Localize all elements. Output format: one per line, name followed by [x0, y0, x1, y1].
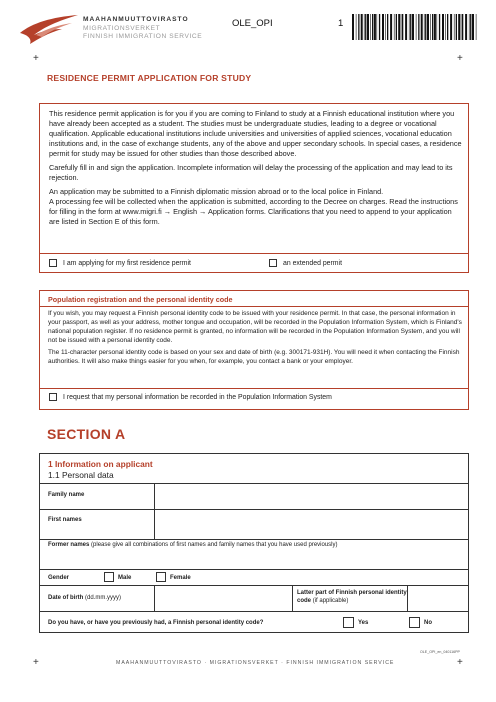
personal-data-heading: 1.1 Personal data: [48, 470, 114, 480]
divider: [40, 253, 468, 254]
intro-paragraph: A processing fee will be collected when the application is submitted, according to the Decree on charges. Read the instructions for filling in the form at www.migri.fi → English → Application forms. Clarifications that you need to append to your application are listed in Section E of this form.: [49, 197, 458, 226]
population-register-checkbox[interactable]: [49, 393, 57, 401]
page-title: RESIDENCE PERMIT APPLICATION FOR STUDY: [47, 73, 252, 83]
female-label: Female: [170, 575, 191, 581]
yes-checkbox[interactable]: [343, 617, 354, 628]
pic-label: [297, 589, 407, 605]
first-names-label: First names: [48, 517, 82, 523]
population-box: [39, 290, 469, 410]
former-names-label-text: Former names: [48, 542, 90, 548]
crop-mark-icon: +: [457, 53, 463, 64]
agency-name-fi: MAAHANMUUTTOVIRASTO: [83, 16, 189, 23]
extended-permit-label: an extended permit: [283, 260, 342, 267]
crop-mark-icon: +: [457, 657, 463, 668]
pic-label-text: Latter part of Finnish personal identity code: [297, 590, 407, 604]
female-checkbox[interactable]: [156, 572, 166, 582]
had-code-question: Do you have, or have you previously had, a Finnish personal identity code?: [48, 620, 264, 626]
dob-label-text: Date of birth: [48, 595, 84, 601]
form-code: OLE_OPI: [232, 18, 273, 29]
population-register-label: I request that my personal information be recorded in the Population Information System: [63, 394, 332, 401]
crop-mark-icon: +: [33, 53, 39, 64]
section-title: SECTION A: [47, 426, 126, 442]
first-names-field[interactable]: [155, 510, 468, 538]
no-checkbox[interactable]: [409, 617, 420, 628]
agency-name-sv: MIGRATIONSVERKET: [83, 24, 161, 32]
applicant-heading: 1 Information on applicant: [48, 459, 153, 469]
dob-note: (dd.mm.yyyy): [85, 595, 122, 601]
first-permit-checkbox[interactable]: [49, 259, 57, 267]
barcode-icon: [352, 14, 480, 40]
no-label: No: [424, 620, 432, 626]
family-name-field[interactable]: [155, 484, 468, 509]
crop-mark-icon: +: [33, 657, 39, 668]
intro-paragraph: An application may be submitted to a Finnish diplomatic mission abroad or to the local police in Finland.: [49, 187, 384, 196]
yes-label: Yes: [358, 620, 369, 626]
former-names-field[interactable]: [41, 550, 468, 568]
pic-field[interactable]: [408, 586, 468, 610]
divider: [40, 388, 468, 389]
intro-paragraph: This residence permit application is for you if you are coming to Finland to study at a Finnish educational institution where you have already been accepted as a student. The studies must be undergraduate studies, leading to a degree or vocational qualification. Applicable educational institutions include universities and universities of applied sciences, vocational education institutions and, in the case of exchange students, any of the above and upper secondary schools. In special cases, a residence permit for study may be issued for other studies than those described above.: [49, 109, 462, 158]
population-heading-bar: [40, 291, 468, 307]
dob-field[interactable]: [155, 586, 291, 610]
population-paragraph: If you wish, you may request a Finnish personal identity code to be issued with your residence permit. In that case, the personal information in your passport, as well as your address, mother tongue and occupation, will be recorded in the Population Information System, which is Finland's national population register. If no residence permit is granted, no information will be recorded in the Population Information System, and you will not be issued with a personal identity code.: [48, 310, 462, 344]
footer-form-code: OLE_OPI_en_040116PP: [420, 650, 460, 654]
footer-agency: MAAHANMUUTTOVIRASTO · MIGRATIONSVERKET · FINNISH IMMIGRATION SERVICE: [116, 660, 395, 666]
population-heading: Population registration and the personal identity code: [48, 295, 233, 304]
former-names-note: (please give all combinations of first names and family names that you have used previously): [91, 542, 338, 548]
male-checkbox[interactable]: [104, 572, 114, 582]
agency-name-en: FINNISH IMMIGRATION SERVICE: [83, 33, 203, 41]
applicant-table: [39, 453, 469, 633]
male-label: Male: [118, 575, 132, 581]
agency-name: [83, 16, 202, 42]
former-names-label: [48, 542, 338, 548]
first-permit-label: I am applying for my first residence permit: [63, 260, 191, 267]
intro-box: [39, 103, 469, 273]
extended-permit-checkbox[interactable]: [269, 259, 277, 267]
intro-paragraph: Carefully fill in and sign the application. Incomplete information will delay the processing of the application and may lead to its rejection.: [49, 163, 453, 182]
population-paragraph: The 11-character personal identity code is based on your sex and date of birth (e.g. 300171-931H). You will need it when contacting the Finnish authorities. It will also make things easier for you when, for example, you contact a bank or your employer.: [48, 348, 460, 365]
page-number: 1: [338, 18, 344, 29]
bird-logo-icon: [18, 13, 80, 45]
dob-label: [48, 595, 121, 601]
pic-note: (if applicable): [312, 598, 349, 604]
gender-label: Gender: [48, 575, 70, 581]
family-name-label: Family name: [48, 492, 85, 498]
